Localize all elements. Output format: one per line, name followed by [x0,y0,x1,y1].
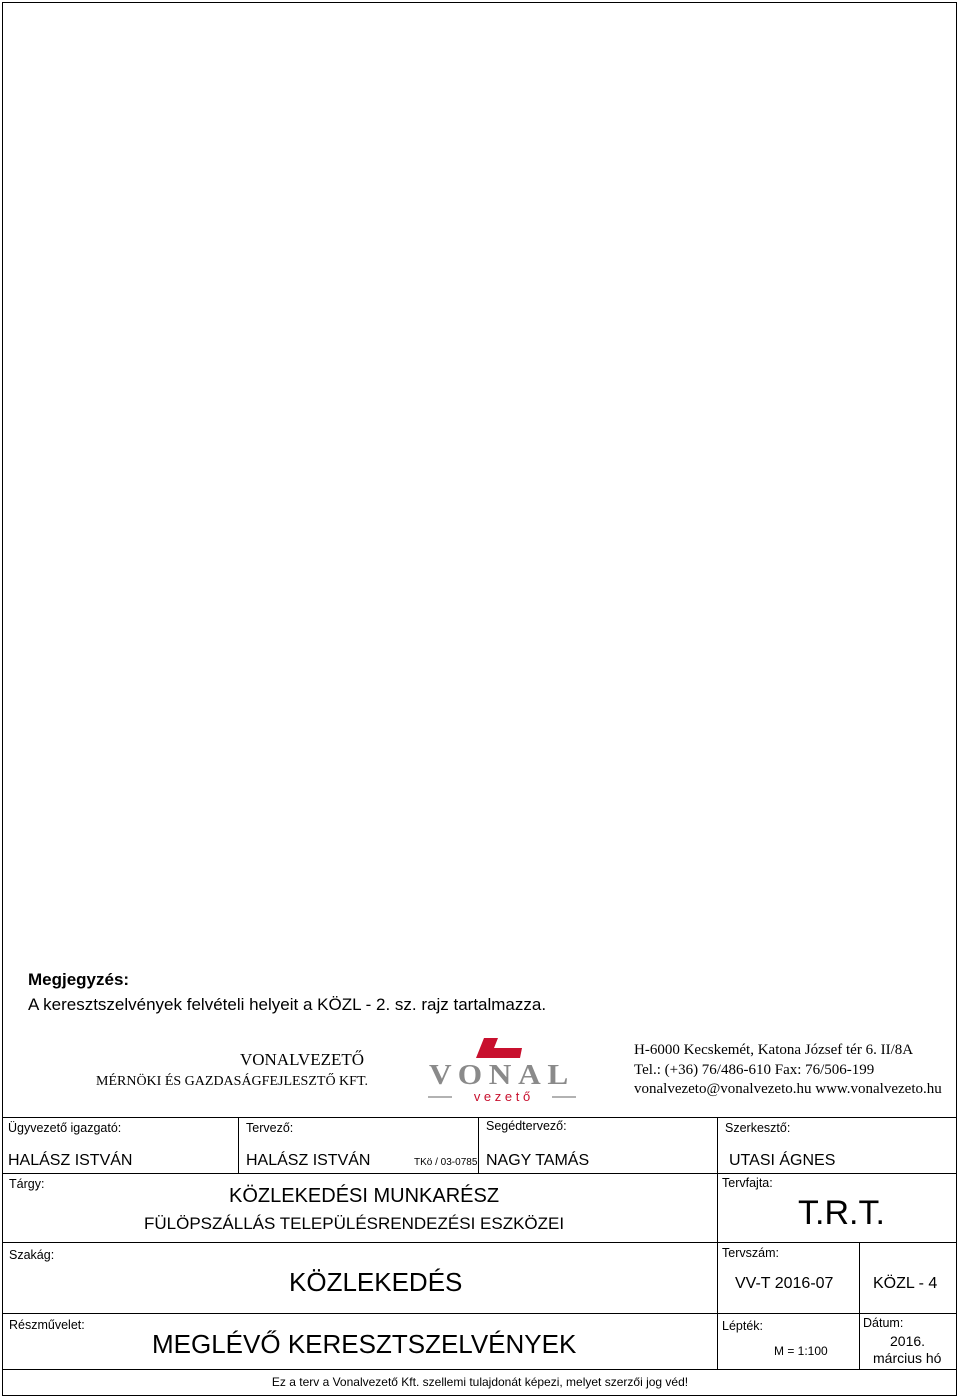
row-divider-1 [2,1173,957,1174]
logo-main-text: VONAL [429,1060,575,1091]
col-divider-1 [238,1117,239,1173]
plannumber-value: VV-T 2016-07 [735,1275,834,1292]
editor-label: Szerkesztő: [725,1121,791,1135]
note-text: A keresztszelvények felvételi helyeit a KÖZL - 2. sz. rajz tartalmazza. [28,995,547,1014]
row-divider-3 [2,1313,957,1314]
subject-line2: FÜLÖPSZÁLLÁS TELEPÜLÉSRENDEZÉSI ESZKÖZEI [144,1214,565,1233]
plantype-label: Tervfajta: [722,1176,773,1190]
date-label: Dátum: [863,1316,904,1330]
part-label: Részművelet: [9,1318,85,1332]
plannumber-label: Tervszám: [722,1246,779,1260]
designer-label: Tervező: [246,1121,294,1135]
col-divider-3 [717,1117,718,1369]
company-address: H-6000 Kecskemét, Katona József tér 6. II/8A [634,1042,914,1058]
company-logo [424,1034,580,1104]
assistant-name: NAGY TAMÁS [486,1152,590,1169]
row-divider-2b [717,1242,957,1243]
director-name: HALÁSZ ISTVÁN [8,1152,133,1169]
company-web: vonalvezeto@vonalvezeto.hu www.vonalvezeto.hu [634,1081,942,1097]
titleblock-top-border [2,1117,957,1118]
logo-sub-text: v e z e t ő [473,1089,531,1104]
scale-value: M = 1:100 [774,1344,828,1358]
editor-name: UTASI ÁGNES [729,1152,836,1169]
director-label: Ügyvezető igazgató: [8,1121,122,1135]
designer-name: HALÁSZ ISTVÁN [246,1152,371,1169]
row-divider-4 [2,1369,957,1370]
col-divider-2 [478,1117,479,1173]
company-phone-fax: Tel.: (+36) 76/486-610 Fax: 76/506-199 [634,1062,875,1078]
part-value: MEGLÉVŐ KERESZTSZELVÉNYEK [152,1329,577,1359]
logo-red-bar [488,1048,522,1058]
note-title: Megjegyzés: [28,970,130,989]
plantype-value: T.R.T. [798,1194,885,1232]
col-divider-4 [859,1242,860,1369]
branch-value: KÖZLEKEDÉS [289,1267,463,1297]
designer-license: TKö / 03-0785 [414,1157,478,1168]
assistant-label: Segédtervező: [486,1119,567,1133]
row-divider-2 [2,1242,718,1243]
subject-label: Tárgy: [9,1177,45,1191]
date-year: 2016. [890,1333,926,1349]
company-name: VONALVEZETŐ [240,1050,365,1069]
company-subtitle: MÉRNÖKI ÉS GAZDASÁGFEJLESZTŐ KFT. [96,1074,368,1089]
date-month: március hó [873,1350,942,1366]
branch-label: Szakág: [9,1248,55,1262]
sheet-code: KÖZL - 4 [873,1275,938,1292]
subject-line1: KÖZLEKEDÉSI MUNKARÉSZ [229,1185,500,1207]
copyright-notice: Ez a terv a Vonalvezető Kft. szellemi tulajdonát képezi, melyet szerzői jog véd! [271,1375,689,1389]
scale-label: Lépték: [722,1319,764,1333]
